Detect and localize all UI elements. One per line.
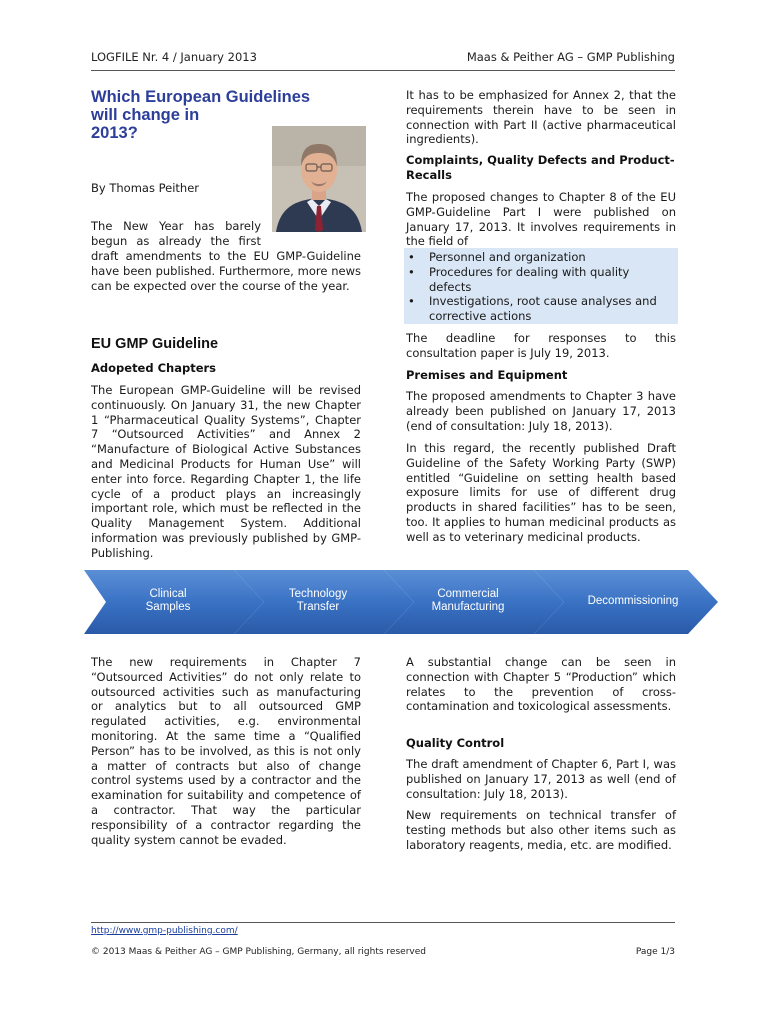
- author-photo: [272, 126, 366, 232]
- process-step-label: Commercial Manufacturing: [431, 588, 505, 613]
- website-link[interactable]: http://www.gmp-publishing.com/: [91, 926, 238, 936]
- deadline-paragraph: The deadline for responses to this consultation paper is July 19, 2013.: [406, 331, 676, 360]
- swp-paragraph: In this regard, the recently published Draft Guideline of the Safety Working Party (SWP) entitled “Guideline on setting health based exposure limits for use of different drug products in shared facilities” has to be seen, too. It applies to human medicinal products as well as to veterinary medicinal products.: [406, 441, 676, 544]
- annex2-paragraph: It has to be emphasized for Annex 2, that the requirements therein have to be seen in connection with Part II (active pharmaceutical ingredients).: [406, 88, 676, 147]
- footer-rule: [91, 922, 675, 923]
- intro-line: The New Year has barely: [91, 219, 261, 233]
- bullet-icon: •: [408, 294, 415, 309]
- complaints-heading: Complaints, Quality Defects and Product-Recalls: [406, 153, 675, 182]
- intro-lead: [91, 219, 261, 249]
- intro-paragraph: draft amendments to the EU GMP-Guideline have been published. Furthermore, more news can be expected over the course of the year.: [91, 249, 361, 293]
- author-portrait-illustration: [272, 126, 366, 232]
- testing-paragraph: New requirements on technical transfer of testing methods but also other items such as laboratory reagents, media, etc. are modified.: [406, 808, 676, 852]
- subsection-heading: Adopeted Chapters: [91, 361, 217, 375]
- process-step-label: Clinical Samples: [145, 588, 191, 613]
- qc-paragraph: The draft amendment of Chapter 6, Part I, was published on January 17, 2013 as well (end of consultation: July 18, 2013).: [406, 757, 676, 801]
- bullet-icon: •: [408, 264, 415, 279]
- title-line: will change in: [91, 106, 200, 124]
- chapter5-paragraph: A substantial change can be seen in connection with Chapter 5 “Production” which relates to the prevention of cross-contamination and toxicological assessments.: [406, 655, 676, 714]
- complaints-bullet-list: [404, 248, 678, 324]
- header-rule: [91, 70, 675, 71]
- list-item: • Investigations, root cause analyses and corrective actions: [408, 294, 657, 324]
- publisher-label: Maas & Peither AG – GMP Publishing: [466, 50, 675, 64]
- guideline-paragraph: The European GMP-Guideline will be revised continuously. On January 31, the new Chapter 1 “Pharmaceutical Quality Systems”, Chapter 7 “Outsourced Activities” and Annex 2 “Manufacture of Biological Active Substances and Medicinal Products for Human Use” will enter into force. Regarding Chapter 1, the life cycle of a product plays an increasingly important role, which must be reflected in the Quality Management System. Additional information was previously published by GMP-Publishing.: [91, 383, 361, 560]
- premises-paragraph: The proposed amendments to Chapter 3 have already been published on January 17, 2013 (end of consultation: July 18, 2013).: [406, 389, 676, 433]
- premises-heading: Premises and Equipment: [406, 368, 568, 382]
- list-item: • Procedures for dealing with quality defects: [408, 264, 630, 294]
- page-number: Page 1/3: [635, 947, 675, 957]
- byline: By Thomas Peither: [91, 181, 199, 195]
- process-step-label: Decommissioning: [587, 595, 679, 607]
- section-heading: EU GMP Guideline: [91, 336, 219, 352]
- issue-label: LOGFILE Nr. 4 / January 2013: [91, 50, 257, 64]
- bullet-icon: •: [408, 250, 415, 264]
- copyright-notice: © 2013 Maas & Peither AG – GMP Publishing, Germany, all rights reserved: [91, 947, 426, 957]
- qc-heading: Quality Control: [406, 736, 505, 750]
- title-line: 2013?: [91, 124, 138, 142]
- process-diagram: [84, 570, 718, 634]
- title-line: Which European Guidelines: [91, 88, 311, 106]
- chapter7-paragraph: The new requirements in Chapter 7 “Outsourced Activities” do not only relate to outsourced activities such as manufacturing or analytics but to all outsourced GMP regulated activities, e.g. environmental monitoring. At the same time a “Qualified Person” has to be involved, as this is not only a matter of contracts but also of change control systems used by a contractor and the examination for suitability and competence of a contractor. That way the particular responsibility of a contractor regarding the quality system cannot be evaded.: [91, 655, 361, 847]
- intro-line: begun as already the first: [91, 233, 261, 248]
- process-step-label: Technology Transfer: [288, 588, 348, 613]
- complaints-paragraph: The proposed changes to Chapter 8 of the EU GMP-Guideline Part I were published on January 17, 2013. It involves requirements in the field of: [406, 190, 676, 249]
- list-item: • Personnel and organization: [408, 250, 586, 264]
